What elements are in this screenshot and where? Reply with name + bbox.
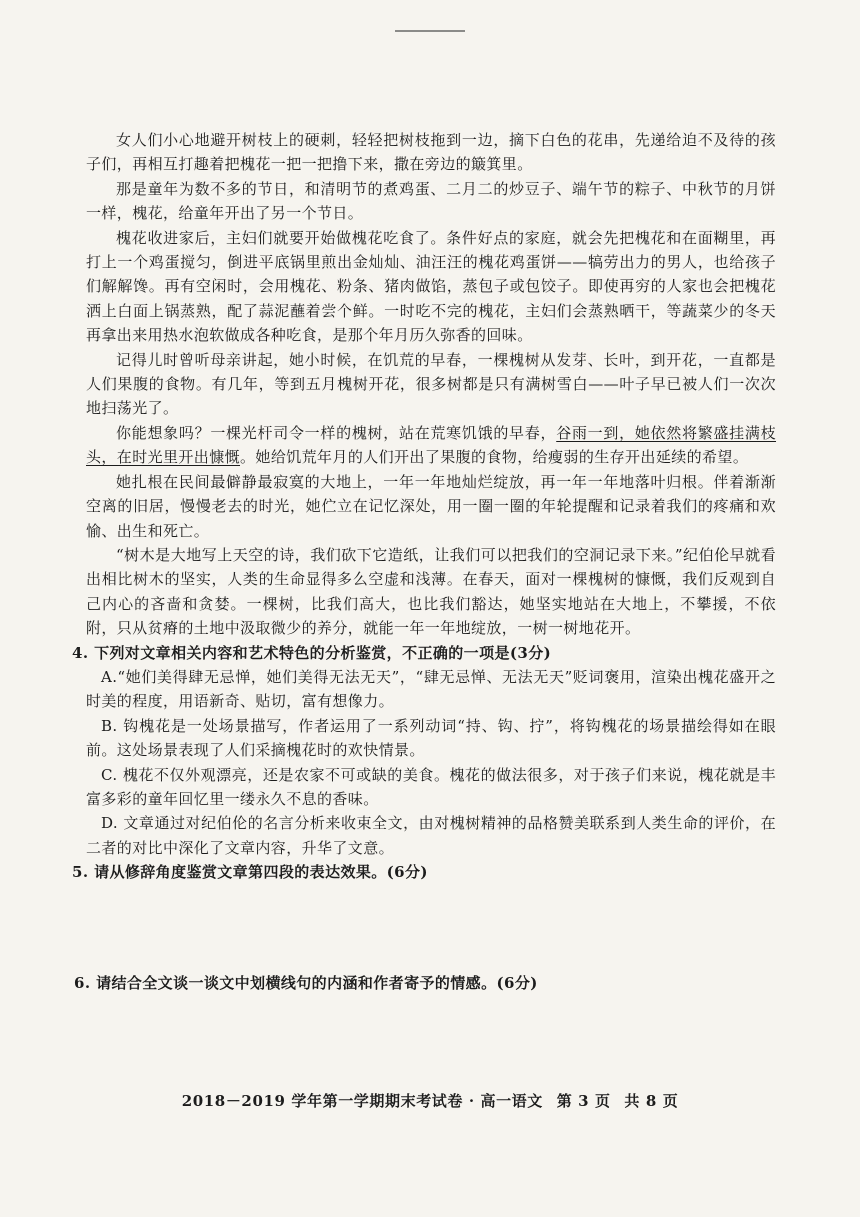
question-4: 4. 下列对文章相关内容和艺术特色的分析鉴赏，不正确的一项是(3分): [72, 643, 552, 662]
option-a: A.“她们美得肆无忌惮，她们美得无法无天”，“肆无忌惮、无法无天”贬词褒用，渲染出槐花盛开之时美的程度，用语新奇、贴切，富有想像力。: [86, 667, 776, 711]
option-b: B. 钩槐花是一处场景描写，作者运用了一系列动词“持、钩、拧”，将钩槐花的场景描绘得如在眼前。这处场景表现了人们采摘槐花时的欢快情景。: [86, 716, 776, 760]
paragraph-4: 记得儿时曾听母亲讲起，她小时候，在饥荒的早春，一棵槐树从发芽、长叶，到开花，一直都是人们果腹的食物。有几年，等到五月槐树开花，很多树都是只有满树雪白——叶子早已被人们一次次地扫荡光了。: [86, 350, 776, 418]
option-c: C. 槐花不仅外观漂亮，还是农家不可或缺的美食。槐花的做法很多，对于孩子们来说，槐花就是丰富多彩的童年回忆里一缕永久不息的香味。: [86, 765, 776, 808]
paragraph-5-end: 。她给饥荒年月的人们开出了果腹的食物，给瘦弱的生存开出延续的希望。: [240, 448, 749, 467]
paragraph-3: 槐花收进家后，主妇们就要开始做槐花吃食了。条件好点的家庭，就会先把槐花和在面糊里，再打上一个鸡蛋搅匀，倒进平底锅里煎出金灿灿、油汪汪的槐花鸡蛋饼——犒劳出力的男人，也给孩子们解解馋。再有空闲时，会用槐花、粉条、猪肉做馅，蒸包子或包饺子。即使再穷的人家也会把槐花洒上白面上锅蒸熟，配了蒜泥蘸着尝个鲜。一时吃不完的槐花，主妇们会蒸熟晒干，等蔬菜少的冬天再拿出来用热水泡软做成各种吃食，是那个年月历久弥香的回味。: [86, 228, 776, 345]
page-number: 第 3 页: [556, 1092, 611, 1110]
option-d: D. 文章通过对纪伯伦的名言分析来收束全文，由对槐树精神的品格赞美联系到人类生命的评价，在二者的对比中深化了文章内容，升华了文意。: [86, 814, 776, 857]
question-6: 6. 请结合全文谈一谈文中划横线句的内涵和作者寄予的情感。(6分): [74, 974, 538, 992]
question-5: 5. 请从修辞角度鉴赏文章第四段的表达效果。(6分): [72, 863, 428, 882]
paragraph-5: [86, 421, 776, 470]
paragraph-2: 那是童年为数不多的节日，和清明节的煮鸡蛋、二月二的炒豆子、端午节的粽子、中秋节的月饼一样，槐花，给童年开出了另一个节日。: [86, 179, 776, 223]
paragraph-7: “树木是大地写上天空的诗，我们砍下它造纸，让我们可以把我们的空洞记录下来。”纪伯伦早就看出相比树木的坚实，人类的生命显得多么空虚和浅薄。在春天，面对一棵槐树的慷慨，我们反观到自己内心的吝啬和贪婪。一棵树，比我们高大，也比我们豁达，她坚实地站在大地上，不攀援，不依附，只从贫瘠的土地中汲取微少的养分，就能一年一年地绽放，一树一树地花开。: [86, 545, 776, 638]
page-total: 共 8 页: [624, 1092, 679, 1110]
paragraph-6: 她扎根在民间最僻静最寂寞的大地上，一年一年地灿烂绽放，再一年一年地落叶归根。伴着渐渐空离的旧居，慢慢老去的时光，她伫立在记忆深处，用一圈一圈的年轮提醒和记录着我们的疼痛和欢愉、出生和死亡。: [86, 472, 776, 540]
paragraph-5-start: 你能想象吗？一棵光杆司令一样的槐树，站在荒寒饥饿的早春，: [116, 423, 557, 442]
underlined-sentence: 谷雨一到，她依然将繁盛挂满枝头，在时光里开出慷慨: [86, 423, 777, 467]
exam-title: 2018－2019 学年第一学期期末考试卷 · 高一语文: [181, 1092, 543, 1110]
reading-passage: [72, 128, 777, 885]
page-footer: [0, 1090, 860, 1111]
scan-mark: [395, 30, 465, 32]
paragraph-1: 女人们小心地避开树枝上的硬刺，轻轻把树枝拖到一边，摘下白色的花串，先递给迫不及待的孩子们，再相互打趣着把槐花一把一把撸下来，撒在旁边的簸箕里。: [86, 131, 776, 174]
